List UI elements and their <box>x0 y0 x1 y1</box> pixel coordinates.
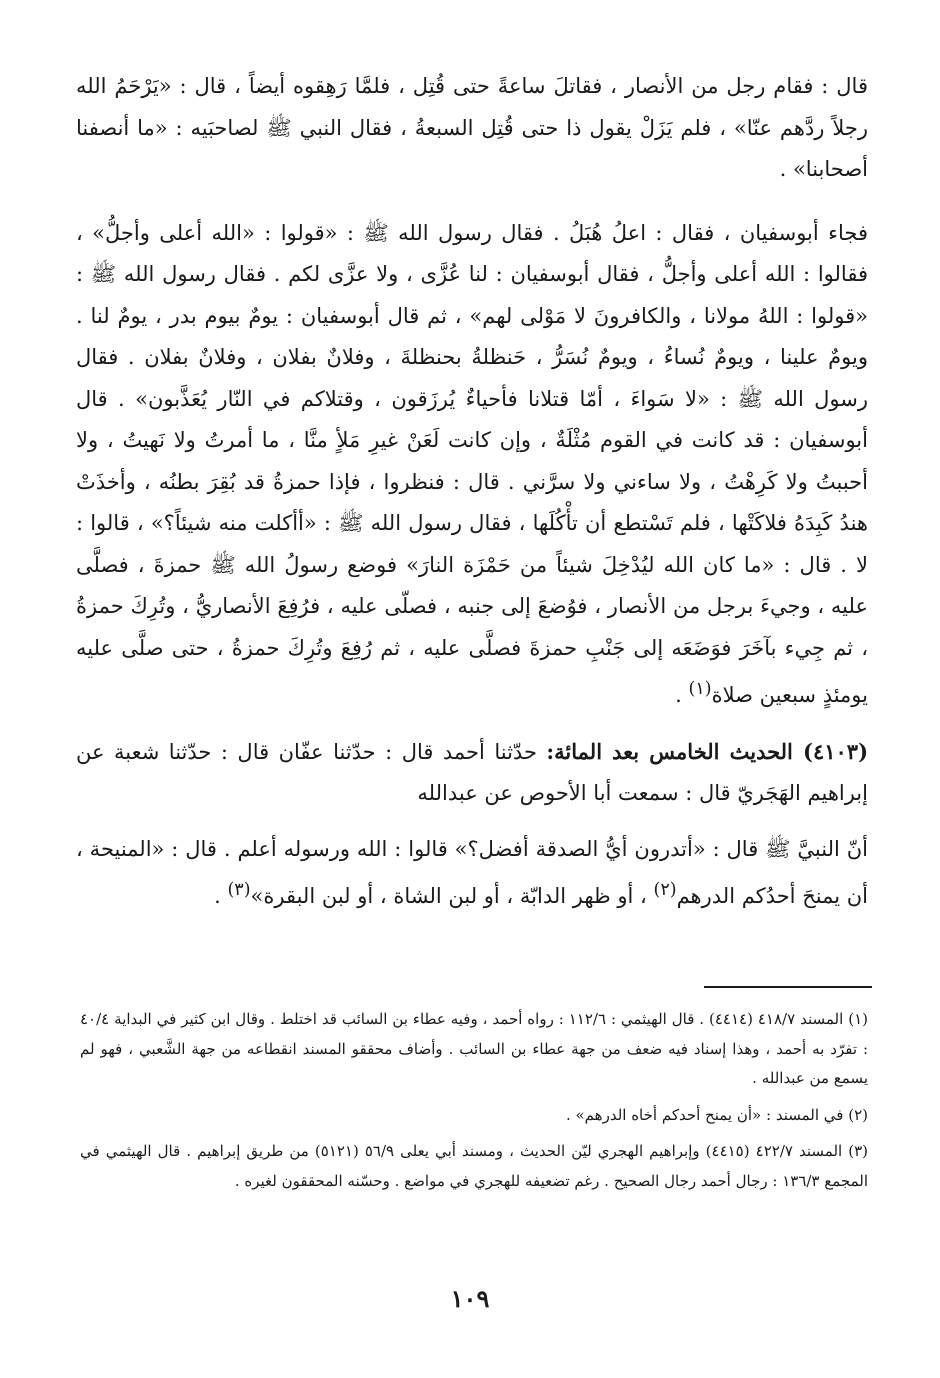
footnote-ref-3[interactable]: (٣) <box>227 880 251 900</box>
hadith-chain: حدّثنا أحمد قال : حدّثنا عفّان قال : حدّثنا شعبة عن إبراهيم الهَجَريّ قال : سمعت أبا الأحوص عن عبدالله <box>76 739 868 805</box>
paragraph-charity <box>76 829 868 918</box>
paragraph-1-text: قال : فقام رجل من الأنصار ، فقاتلَ ساعةً حتى قُتِل ، فلمَّا رَهِقوه أيضاً ، قال : «يَرْحَمُ الله رجلاً ردَّهم عنّا» ، فلم يَزَلْ يقول ذا حتى قُتِل السبعةُ ، فقال النبي ﷺ لصاحبَيه : «ما أنصفنا أصحابنا» . <box>76 74 868 181</box>
paragraph-abu-sufyan <box>76 213 868 717</box>
paragraph-battle-ansar <box>76 66 868 191</box>
paragraph-2-text: فجاء أبوسفيان ، فقال : اعلُ هُبَلُ . فقال رسول الله ﷺ : «قولوا : «الله أعلى وأجلُّ» ، فقالوا : الله أعلى وأجلُّ ، فقال أبوسفيان : لنا عُزَّى ، ولا عزَّى لكم . فقال رسول الله ﷺ : «قولوا : اللهُ مولانا ، والكافرونَ لا مَوْلى لهم» ، ثم قال أبوسفيان : يومٌ بيوم بدر ، يومٌ لنا . ويومٌ علينا ، ويومٌ نُساءُ ، ويومٌ نُسَرُّ ، حَنظلةُ بحنظلةَ ، وفلانٌ بفلان ، وفلانٌ بفلان . فقال رسول الله ﷺ : «لا سَواءَ ، أمّا قتلانا فأحياءٌ يُرزَقون ، وقتلاكم في النّار يُعَذَّبون» . قال أبوسفيان : قد كانت في القوم مُثْلَةٌ ، وإن كانت لَعَنْ غيرِ مَلأٍ منَّا ، ما أمرتُ ولا نَهيتُ ، ولا أحببتُ ولا كَرِهْتُ ، ولا ساءني ولا سرَّني . قال : فنظروا ، فإذا حمزةُ قد بُقِرَ بطنُه ، وأخذَتْ هندُ كَبِدَهُ فلاكَتْها ، فلم تَسْتطع أن تأْكُلَها ، فقال رسول الله ﷺ : «أأكلت منه شيئاً؟» ، قالوا : لا . قال : «ما كان الله ليُدْخِلَ شيئاً من حَمْزَة النارَ» فوضع رسولُ الله ﷺ حمزةَ ، فصلَّى عليه ، وجيءَ برجل من الأنصار ، فوُضعَ إلى جنبه ، فصلّى عليه ، فرُفِعَ الأنصاريُّ ، وتُرِكَ حمزةُ ، ثم جِيء بآخَرَ فوَضَعَه إلى جَنْبِ حمزةَ فصلَّى عليه ، ثم رُفِعَ وتُرِكَ حمزةُ ، حتى صلَّى عليه يومئذٍ سبعين صلاة <box>76 220 868 707</box>
footnote-ref-2[interactable]: (٢) <box>653 880 677 900</box>
footnote-1: (١) المسند ٤١٨/٧ (٤٤١٤) . قال الهيثمي : ١١٢/٦ : رواه أحمد ، وفيه عطاء بن السائب قد اختلط . وقال ابن كثير في البداية ٤٠/٤ : تفرّد به أحمد ، وهذا إسناد فيه ضعف من جهة عطاء بن السائب . وأضاف محققو المسند انقطاعه من جهة الشَّعبي ، فهو لم يسمع من عبدالله . <box>80 1010 868 1087</box>
footnotes-section <box>80 1005 868 1203</box>
footnote-2: (٢) في المسند : «أن يمنح أحدكم أخاه الدرهم» . <box>565 1105 868 1124</box>
paragraph-4-middle: ، أو ظهر الدابّة ، أو لبن الشاة ، أو لبن البقرة» <box>250 884 654 908</box>
footnote-3: (٣) المسند ٤٢٢/٧ (٤٤١٥) وإبراهيم الهجري ليّن الحديث ، ومسند أبي يعلى ٥٦/٩ (٥١٢١) من طريق إبراهيم . قال الهيثمي في المجمع ١٣٦/٣ : رجال أحمد رجال الصحيح . رغم تضعيفه للهجري في مواضع . وحسّنه المحققون لغيره . <box>80 1142 868 1190</box>
footnote-ref-1[interactable]: (١) <box>688 679 712 699</box>
hadith-number: (٤١٠٣) الحديث الخامس بعد المائة: <box>546 738 868 764</box>
footnote-divider <box>704 986 872 988</box>
page-number: ١٠٩ <box>450 1284 490 1313</box>
paragraph-2-end: . <box>675 683 689 707</box>
hadith-heading-paragraph <box>76 731 868 815</box>
paragraph-4-end: . <box>214 884 228 908</box>
paragraph-4-text: أنّ النبيَّ ﷺ قال : «أتدرون أيُّ الصدقة أفضل؟» قالوا : الله ورسوله أعلم . قال : «المنيحة ، أن يمنحَ أحدُكم الدرهم <box>76 836 868 908</box>
page-body <box>76 66 868 918</box>
